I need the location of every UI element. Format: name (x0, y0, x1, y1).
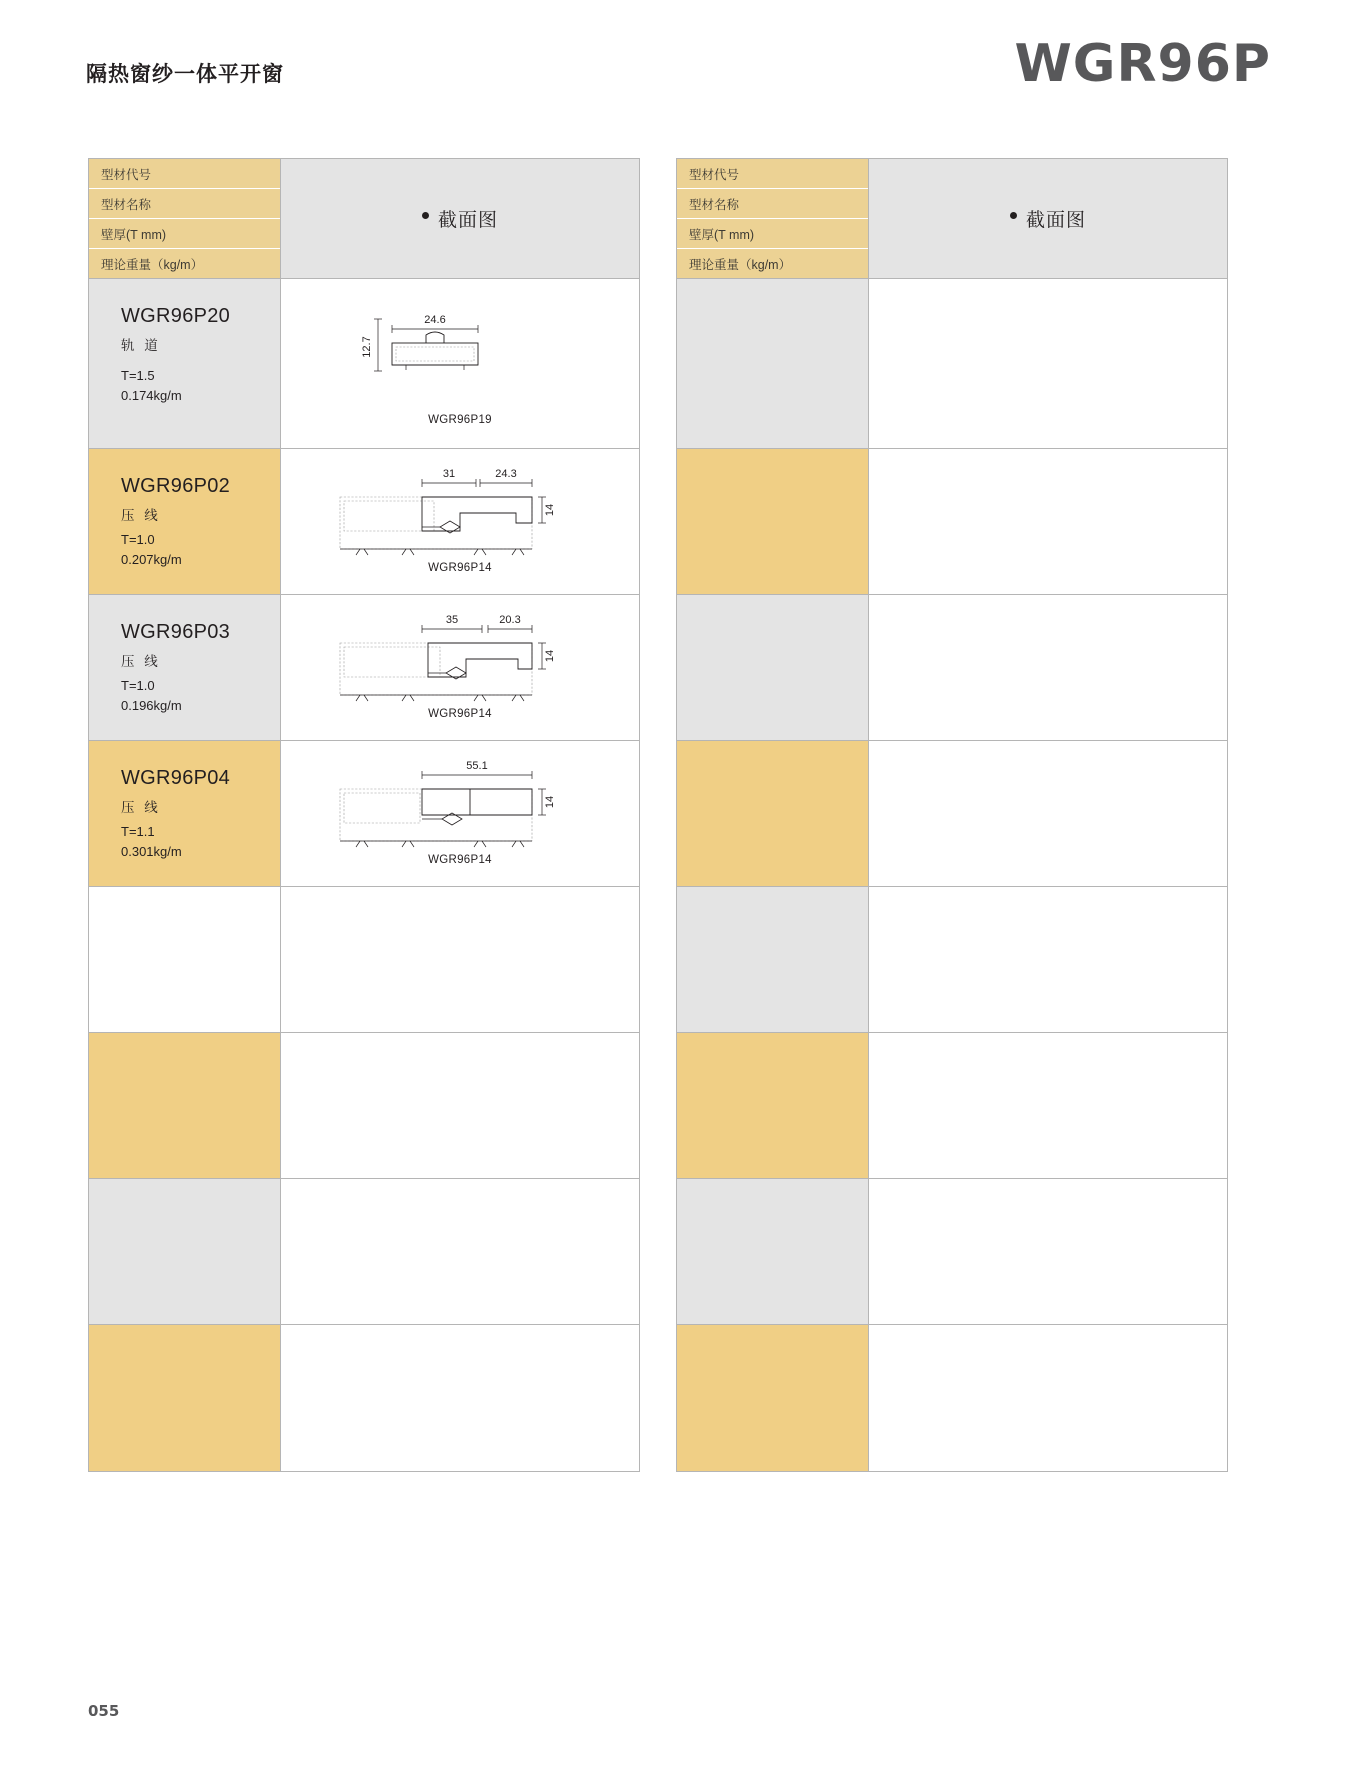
table-row (89, 1179, 639, 1325)
profile-figure-cell (281, 887, 639, 1032)
profile-figure-cell (281, 741, 639, 886)
dimension-label: 14 (544, 649, 556, 662)
page-header (0, 34, 1359, 104)
header-label-name: 型材名称 (89, 189, 280, 219)
dimension-label: 20.3 (499, 613, 521, 626)
profile-info-cell (89, 741, 281, 886)
profile-info-cell (677, 1179, 869, 1324)
profile-figure-cell (281, 1325, 639, 1471)
profile-weight: 0.174kg/m (121, 388, 182, 403)
profile-name: 轨 道 (121, 338, 161, 353)
table-row (89, 1325, 639, 1471)
header-label-code: 型材代号 (677, 159, 868, 189)
table-row (89, 1033, 639, 1179)
series-code: WGR96P (1014, 34, 1271, 94)
table-row (677, 279, 1227, 449)
profile-figure-cell (869, 449, 1227, 594)
profile-figure-cell (869, 1179, 1227, 1324)
table-row (677, 1033, 1227, 1179)
section-title-text: 截面图 (437, 210, 498, 231)
table-row (89, 887, 639, 1033)
profile-table-right (676, 158, 1228, 1472)
header-section-title (869, 159, 1227, 278)
profile-weight: 0.207kg/m (121, 552, 182, 567)
profile-figure-cell (281, 595, 639, 740)
profile-info-cell (677, 449, 869, 594)
profile-figure-cell (869, 595, 1227, 740)
dimension-label: 31 (442, 467, 456, 480)
dimension-label: 24.6 (424, 313, 446, 326)
profile-thickness: T=1.0 (121, 678, 155, 693)
profile-thickness: T=1.5 (121, 368, 155, 383)
profile-info-cell (89, 887, 281, 1032)
profile-thickness: T=1.0 (121, 532, 155, 547)
header-label-column (677, 159, 869, 278)
profile-info-cell (677, 1325, 869, 1471)
table-row (677, 449, 1227, 595)
profile-figure-cell (281, 1033, 639, 1178)
figure-caption: WGR96P14 (428, 708, 492, 720)
profile-info-cell (677, 887, 869, 1032)
profile-weight: 0.301kg/m (121, 844, 182, 859)
profile-code: WGR96P02 (121, 475, 231, 497)
table-row (677, 1325, 1227, 1471)
profile-name: 压 线 (121, 654, 161, 669)
profile-spec (121, 366, 182, 406)
table-row (677, 595, 1227, 741)
profile-weight: 0.196kg/m (121, 698, 182, 713)
profile-figure-cell (869, 887, 1227, 1032)
profile-code: WGR96P20 (121, 305, 231, 327)
dimension-label: 35 (445, 613, 459, 626)
header-label-column (89, 159, 281, 278)
table-row (89, 279, 639, 449)
table-header-right (677, 159, 1227, 279)
profile-spec (121, 676, 182, 716)
table-row (677, 741, 1227, 887)
table-row (677, 887, 1227, 1033)
page-title: 隔热窗纱一体平开窗 (86, 63, 284, 86)
profile-spec (121, 822, 182, 862)
profile-info-cell (89, 279, 281, 448)
profile-info-cell (89, 449, 281, 594)
profile-info-cell (677, 595, 869, 740)
table-row (677, 1179, 1227, 1325)
table-row (89, 741, 639, 887)
profile-info-cell (677, 1033, 869, 1178)
page-number: 055 (88, 1702, 120, 1720)
profile-code: WGR96P03 (121, 621, 231, 643)
profile-name: 压 线 (121, 508, 161, 523)
figure-caption: WGR96P14 (428, 854, 492, 866)
profile-spec (121, 530, 182, 570)
dimension-label: 12.7 (361, 335, 373, 358)
figure-caption: WGR96P14 (428, 562, 492, 574)
profile-code: WGR96P04 (121, 767, 231, 789)
dimension-label: 14 (544, 503, 556, 516)
header-label-name: 型材名称 (677, 189, 868, 219)
profile-figure-cell (281, 279, 639, 448)
bullet-icon (422, 212, 429, 219)
table-row (89, 595, 639, 741)
profile-table-left (88, 158, 640, 1472)
profile-info-cell (89, 595, 281, 740)
header-label-code: 型材代号 (89, 159, 280, 189)
profile-info-cell (89, 1325, 281, 1471)
dimension-label: 14 (544, 795, 556, 808)
header-label-thickness: 壁厚(T mm) (89, 219, 280, 249)
profile-figure-cell (869, 1033, 1227, 1178)
profile-figure-cell (869, 279, 1227, 448)
profile-figure-cell (281, 1179, 639, 1324)
profile-info-cell (677, 741, 869, 886)
profile-info-cell (677, 279, 869, 448)
table-header-left (89, 159, 639, 279)
profile-info-cell (89, 1033, 281, 1178)
header-label-weight: 理论重量（kg/m） (677, 249, 868, 278)
profile-info-cell (89, 1179, 281, 1324)
header-label-thickness: 壁厚(T mm) (677, 219, 868, 249)
profile-thickness: T=1.1 (121, 824, 155, 839)
profile-figure-cell (869, 1325, 1227, 1471)
profile-figure-cell (281, 449, 639, 594)
figure-caption: WGR96P19 (428, 414, 492, 426)
header-label-weight: 理论重量（kg/m） (89, 249, 280, 278)
dimension-label: 55.1 (466, 759, 488, 772)
dimension-label: 24.3 (495, 467, 517, 480)
profile-name: 压 线 (121, 800, 161, 815)
table-row (89, 449, 639, 595)
header-section-title (281, 159, 639, 278)
bullet-icon (1010, 212, 1017, 219)
profile-figure-cell (869, 741, 1227, 886)
section-title-text: 截面图 (1025, 210, 1086, 231)
